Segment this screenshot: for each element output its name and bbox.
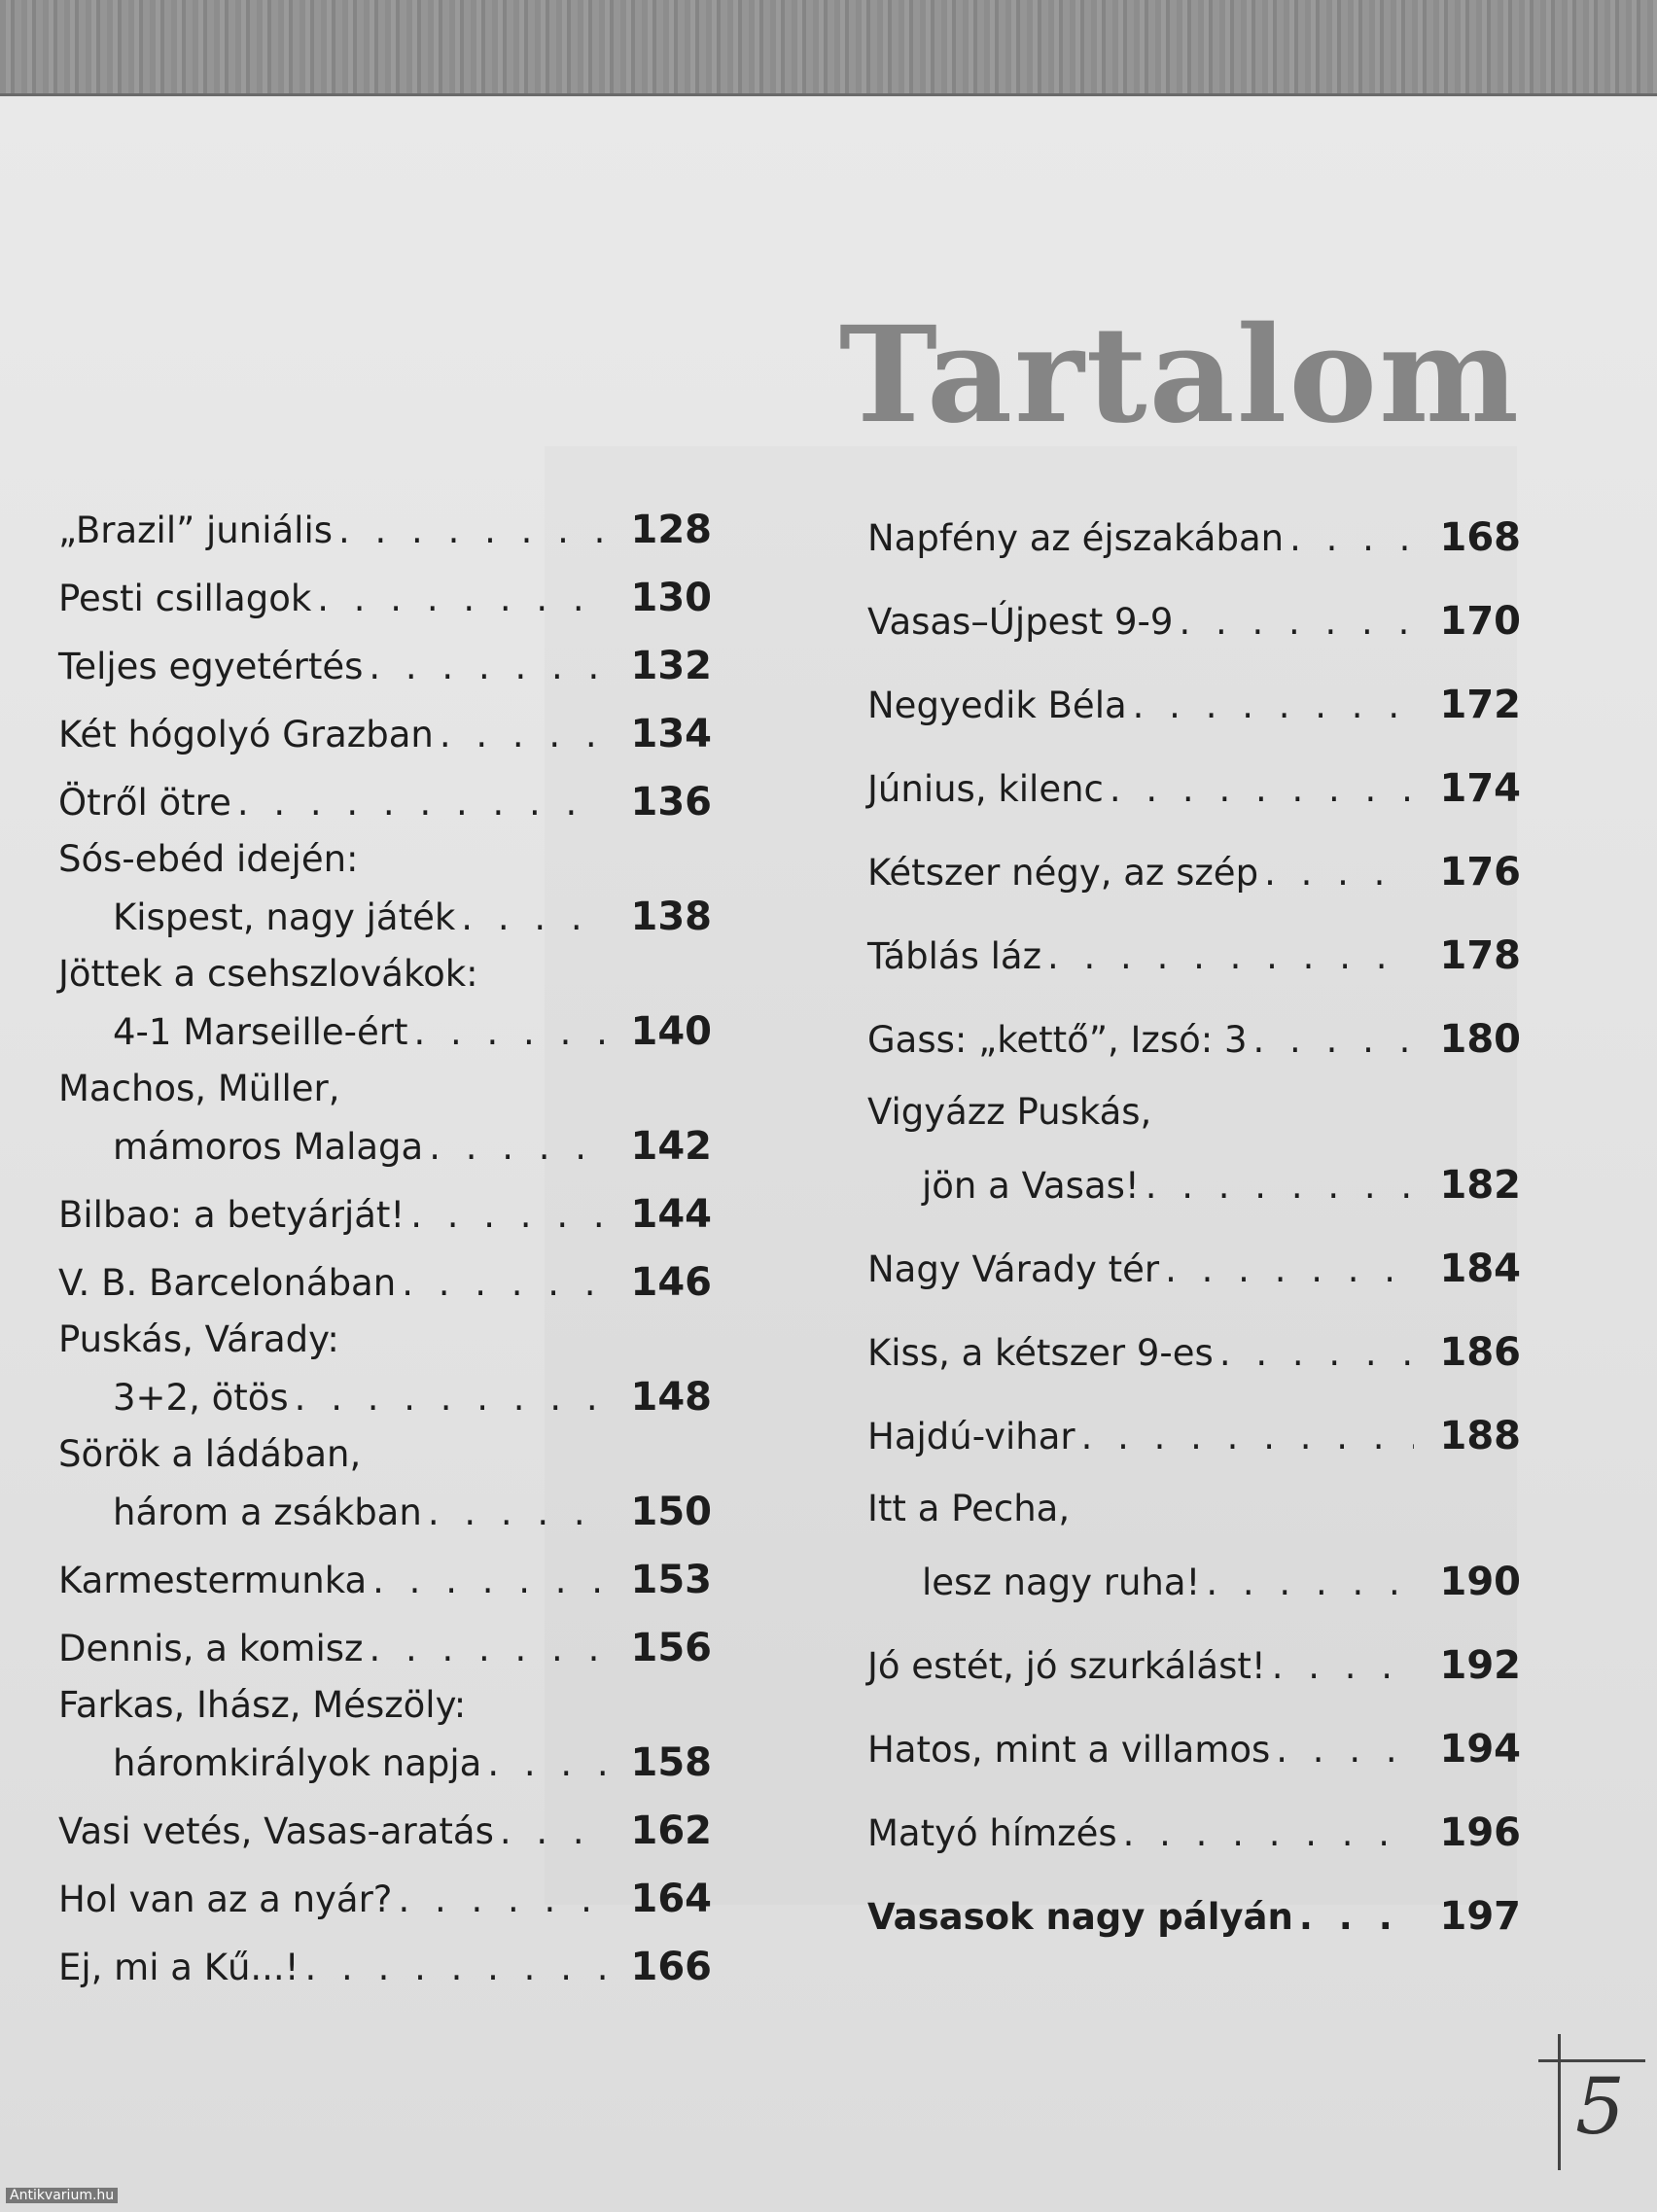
toc-entry (867, 496, 1521, 579)
toc-entry-title: Vigyázz Puskás, (867, 1091, 1152, 1133)
dot-leader (311, 565, 605, 633)
toc-entry-title: mámoros Malaga (113, 1126, 424, 1168)
dot-leader (1173, 580, 1414, 664)
toc-page-number: 153 (630, 1558, 712, 1602)
toc-entry (867, 1791, 1521, 1875)
toc-entry-title: Jöttek a csehszlovákok: (58, 953, 478, 995)
dot-leader (1159, 1228, 1414, 1312)
toc-entry-title: 3+2, ötös (113, 1377, 289, 1419)
toc-entry (58, 1066, 712, 1180)
toc-entry-title: Negyedik Béla (867, 685, 1127, 726)
toc-page-number: 136 (630, 780, 712, 825)
dot-leader (1258, 831, 1414, 915)
page-number: 5 (1575, 2061, 1625, 2152)
toc-entry-title: Táblás láz (867, 935, 1042, 977)
dot-leader (1075, 1395, 1414, 1479)
toc-page-number: 148 (630, 1375, 712, 1420)
toc-entry-title: Sós-ebéd idején: (58, 838, 359, 880)
toc-entry (867, 1478, 1521, 1624)
toc-entry-title: jön a Vasas! (922, 1165, 1140, 1207)
dot-leader (231, 769, 605, 837)
toc-entry-title: V. B. Barcelonában (58, 1262, 397, 1304)
toc-entry-title: Június, kilenc (867, 768, 1104, 810)
toc-entry (58, 1682, 712, 1797)
dot-leader (1293, 1876, 1414, 1959)
dot-leader (1117, 1792, 1414, 1876)
toc-entry-title: Vasas–Újpest 9-9 (867, 601, 1174, 643)
toc-entry (867, 998, 1521, 1081)
toc-entry-title: Hol van az a nyár? (58, 1878, 393, 1920)
dot-leader (455, 884, 605, 952)
toc-page-number: 190 (1439, 1560, 1521, 1604)
toc-page-number: 164 (630, 1877, 712, 1921)
toc-entry-title: Teljes egyetértés (58, 646, 364, 687)
dot-leader (363, 1615, 605, 1683)
toc-entry-title: lesz nagy ruha! (922, 1562, 1201, 1603)
dot-leader (289, 1364, 605, 1432)
toc-entry (58, 768, 712, 836)
toc-page-number: 192 (1439, 1643, 1521, 1688)
toc-entry-title: Gass: „kettő”, Izsó: 3 (867, 1019, 1248, 1061)
toc-right-column (867, 496, 1521, 1958)
toc-entry-title: Két hógolyó Grazban (58, 714, 434, 755)
toc-page-number: 176 (1439, 850, 1521, 895)
dot-leader (1104, 748, 1414, 831)
toc-entry (867, 1624, 1521, 1707)
toc-page-number: 188 (1439, 1414, 1521, 1458)
toc-page-number: 170 (1439, 599, 1521, 644)
toc-entry-title: háromkirályok napja (113, 1742, 482, 1784)
toc-page-number: 158 (630, 1740, 712, 1785)
dot-leader (1041, 915, 1414, 999)
toc-entry (58, 496, 712, 564)
toc-entry-title: Nagy Várady tér (867, 1248, 1160, 1290)
toc-entry-title: Hatos, mint a villamos (867, 1729, 1271, 1771)
toc-entry-title: Pesti csillagok (58, 578, 312, 619)
toc-entry (58, 1797, 712, 1865)
toc-page-number: 196 (1439, 1810, 1521, 1855)
toc-entry (58, 1865, 712, 1933)
toc-entry (867, 1311, 1521, 1394)
dot-leader (1214, 1312, 1414, 1395)
toc-page-number: 142 (630, 1124, 712, 1169)
toc-entry-title: Puskás, Várady: (58, 1318, 339, 1360)
toc-page-number: 174 (1439, 766, 1521, 811)
dot-leader (1266, 1625, 1414, 1708)
toc-entry (867, 1227, 1521, 1311)
toc-entry-title: „Brazil” juniális (58, 509, 333, 551)
toc-entry (867, 747, 1521, 830)
toc-page-number: 166 (630, 1945, 712, 1989)
toc-entry-title: 4-1 Marseille-ért (113, 1011, 408, 1053)
dot-leader (434, 701, 605, 769)
dot-leader (422, 1479, 605, 1547)
dot-leader (1248, 999, 1414, 1082)
dot-leader (1284, 497, 1414, 580)
toc-page-number: 132 (630, 644, 712, 688)
toc-page-number: 194 (1439, 1727, 1521, 1772)
toc-page-number: 197 (1439, 1894, 1521, 1939)
toc-page-number: 178 (1439, 933, 1521, 978)
toc-entry-title: Vasasok nagy pályán (867, 1896, 1293, 1938)
toc-entry-title: Kiss, a kétszer 9-es (867, 1332, 1214, 1374)
dot-leader (367, 1547, 605, 1615)
toc-entry (867, 1081, 1521, 1227)
toc-page-number: 162 (630, 1808, 712, 1853)
dot-leader (494, 1798, 605, 1866)
toc-entry-title: Ej, mi a Kű...! (58, 1947, 300, 1988)
toc-page-number: 150 (630, 1490, 712, 1534)
toc-entry (867, 579, 1521, 663)
toc-page-number: 130 (630, 576, 712, 620)
toc-entry (58, 951, 712, 1066)
toc-entry-title: Napfény az éjszakában (867, 517, 1285, 559)
toc-page-number: 180 (1439, 1017, 1521, 1062)
toc-entry-title: Sörök a ládában, (58, 1433, 362, 1475)
toc-page-number: 144 (630, 1192, 712, 1237)
toc-page-number: 186 (1439, 1330, 1521, 1375)
toc-entry (58, 1180, 712, 1248)
dot-leader (423, 1113, 605, 1181)
toc-entry (58, 1614, 712, 1682)
toc-entry-title: Hajdú-vihar (867, 1416, 1075, 1457)
toc-entry-title: Itt a Pecha, (867, 1488, 1071, 1529)
toc-entry (58, 1317, 712, 1431)
dot-leader (396, 1249, 605, 1317)
wall-background (0, 0, 1657, 97)
toc-entry-title: Machos, Müller, (58, 1068, 340, 1109)
toc-entry-title: Dennis, a komisz (58, 1628, 364, 1669)
toc-page-number: 146 (630, 1260, 712, 1305)
toc-entry-title: Karmestermunka (58, 1560, 368, 1601)
toc-left-column (58, 496, 712, 2001)
toc-entry (867, 914, 1521, 998)
dot-leader (1200, 1541, 1414, 1625)
dot-leader (1270, 1708, 1414, 1792)
toc-entry-title: Matyó hímzés (867, 1812, 1117, 1854)
toc-entry (58, 1933, 712, 2001)
page-number-rule-vertical (1558, 2034, 1561, 2170)
toc-entry (867, 1875, 1521, 1958)
dot-leader (300, 1934, 605, 2002)
toc-entry-title: Farkas, Ihász, Mészöly: (58, 1684, 467, 1726)
toc-entry (867, 663, 1521, 747)
toc-entry (58, 836, 712, 951)
dot-leader (392, 1866, 605, 1934)
dot-leader (405, 1181, 605, 1249)
toc-entry-title: Ötről ötre (58, 782, 231, 824)
toc-page-number: 172 (1439, 683, 1521, 727)
toc-entry (58, 1248, 712, 1317)
dot-leader (481, 1730, 605, 1798)
dot-leader (1140, 1144, 1414, 1228)
toc-entry-title: Kétszer négy, az szép (867, 852, 1259, 894)
toc-page-number: 168 (1439, 515, 1521, 560)
toc-page-number: 138 (630, 895, 712, 939)
toc-entry (867, 830, 1521, 914)
dot-leader (1127, 664, 1414, 748)
toc-entry (58, 632, 712, 700)
toc-entry-title: Jó estét, jó szurkálást! (867, 1645, 1266, 1687)
toc-entry (58, 700, 712, 768)
toc-entry (867, 1394, 1521, 1478)
toc-entry (58, 1431, 712, 1546)
toc-entry (58, 564, 712, 632)
toc-page-number: 128 (630, 508, 712, 552)
toc-entry-title: Kispest, nagy játék (113, 896, 456, 938)
toc-entry (867, 1707, 1521, 1791)
toc-page-number: 156 (630, 1626, 712, 1670)
dot-leader (333, 497, 605, 565)
dot-leader (407, 999, 605, 1067)
toc-entry-title: Bilbao: a betyárját! (58, 1194, 405, 1236)
watermark: Antikvarium.hu (6, 2188, 118, 2203)
page-title: Tartalom (838, 298, 1521, 453)
toc-entry-title: három a zsákban (113, 1492, 422, 1533)
toc-page-number: 134 (630, 712, 712, 756)
toc-page-number: 182 (1439, 1163, 1521, 1208)
toc-page-number: 184 (1439, 1246, 1521, 1291)
toc-entry (58, 1546, 712, 1614)
dot-leader (363, 633, 605, 701)
toc-page-number: 140 (630, 1009, 712, 1054)
toc-entry-title: Vasi vetés, Vasas-aratás (58, 1810, 494, 1852)
